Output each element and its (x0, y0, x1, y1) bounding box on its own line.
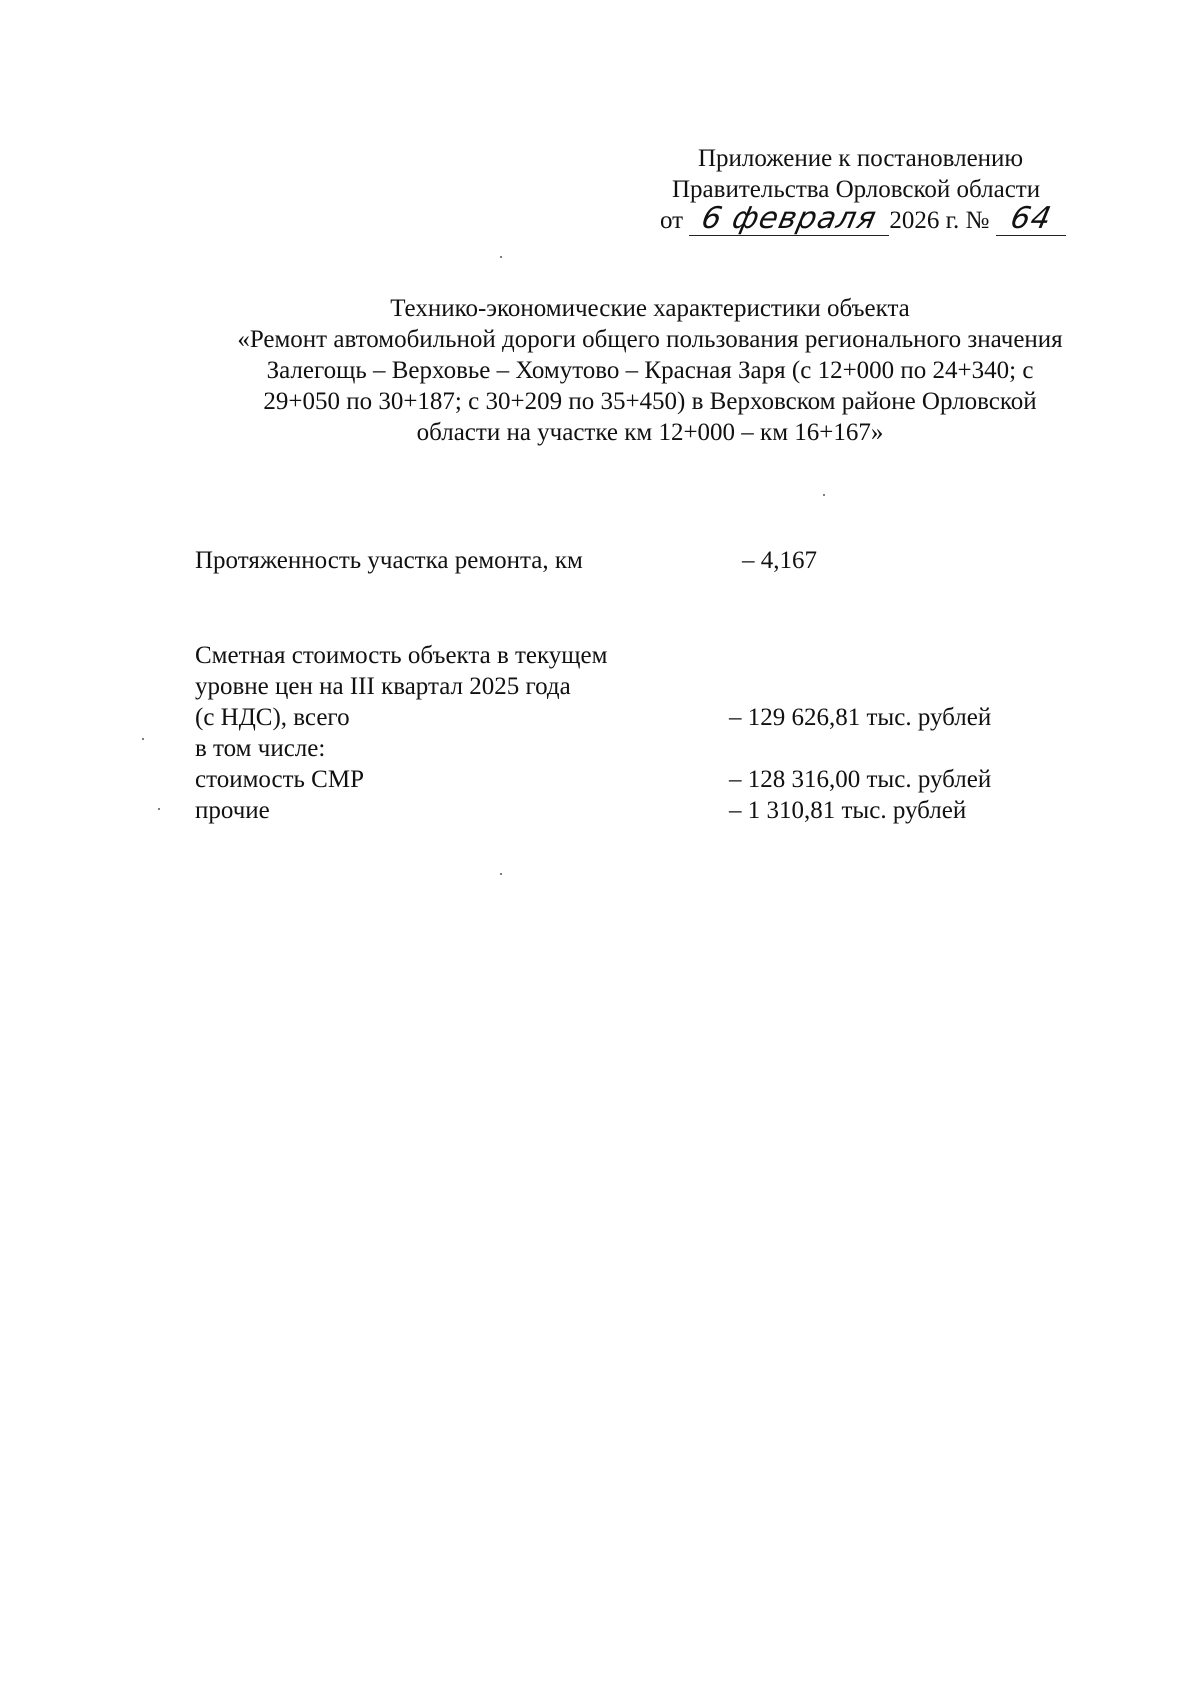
cost-label-line: уровне цен на III квартал 2025 года (195, 673, 571, 700)
total-cost-value: – 129 626,81 тыс. рублей (729, 704, 992, 731)
title-line: области на участке км 12+000 – км 16+167» (416, 419, 884, 446)
scan-speck (823, 494, 825, 496)
handwritten-number: 64 (996, 205, 1066, 236)
scan-speck (158, 808, 160, 810)
other-cost-label: прочие (195, 797, 270, 824)
handwritten-date: 6 февраля (689, 205, 889, 236)
title-line: 29+050 по 30+187; с 30+209 по 35+450) в Верховском районе Орловской (263, 388, 1037, 415)
title-line: «Ремонт автомобильной дороги общего пользования регионального значения (237, 326, 1063, 353)
cost-label-line: Сметная стоимость объекта в текущем (195, 642, 608, 669)
appendix-line-2: Правительства Орловской области (672, 176, 1041, 203)
smr-cost-value: – 128 316,00 тыс. рублей (729, 766, 992, 793)
smr-cost-label: стоимость СМР (195, 766, 364, 793)
cost-label-line: (с НДС), всего (195, 704, 350, 731)
including-label: в том числе: (195, 735, 326, 762)
other-cost-value: – 1 310,81 тыс. рублей (729, 797, 967, 824)
length-value: – 4,167 (742, 547, 817, 574)
scan-speck (500, 873, 502, 875)
length-label: Протяженность участка ремонта, км (195, 547, 583, 574)
scan-speck (142, 738, 144, 740)
year-text: 2026 г. № (889, 207, 990, 234)
title-line: Технико-экономические характеристики объекта (390, 295, 910, 322)
appendix-line-1: Приложение к постановлению (698, 145, 1024, 172)
scan-speck (500, 256, 502, 258)
appendix-date-line (660, 201, 1066, 236)
title-line: Залегощь – Верховье – Хомутово – Красная Заря (с 12+000 по 24+340; с (266, 357, 1034, 384)
document-title (180, 293, 1120, 448)
from-prefix: от (660, 207, 684, 234)
